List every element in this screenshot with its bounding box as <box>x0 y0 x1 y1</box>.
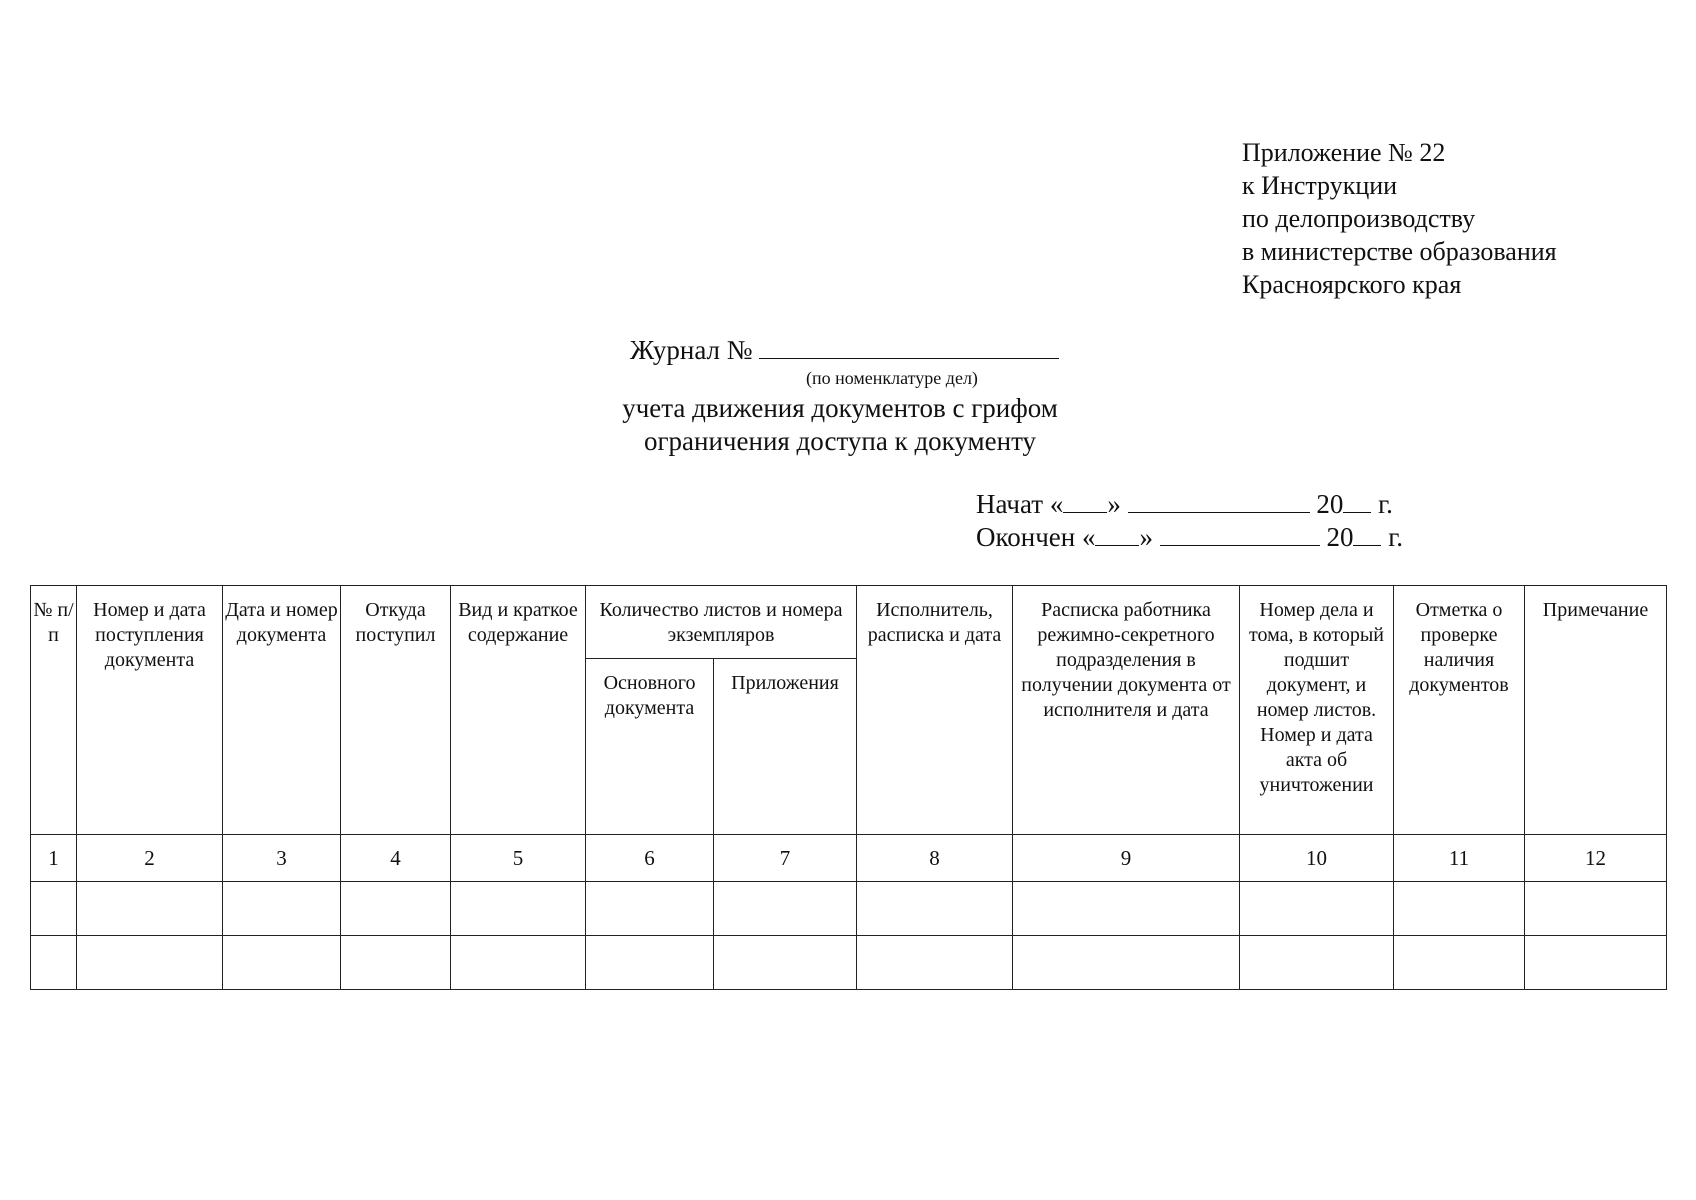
year-prefix: 20 <box>1316 489 1344 519</box>
column-number-cell: 8 <box>857 835 1013 882</box>
column-number-row <box>31 835 1667 882</box>
header-cell: Откуда поступил <box>341 586 451 835</box>
table-cell <box>586 936 714 990</box>
journal-dates <box>976 488 1403 554</box>
column-number-cell: 2 <box>77 835 223 882</box>
header-cell: Вид и краткое содержание <box>451 586 586 835</box>
journal-title <box>630 334 1059 366</box>
column-number-cell: 4 <box>341 835 451 882</box>
table-cell <box>77 936 223 990</box>
column-number-cell: 11 <box>1394 835 1525 882</box>
column-number-cell: 12 <box>1525 835 1667 882</box>
column-number-cell: 6 <box>586 835 714 882</box>
appendix-line: в министерстве образования <box>1242 237 1557 266</box>
header-cell: Расписка работника режимно-секретного подразделения в получении документа от исполнителя и дата <box>1013 586 1240 835</box>
ended-line <box>976 521 1403 554</box>
table-cell <box>1240 882 1394 936</box>
header-cell: Примечание <box>1525 586 1667 835</box>
quote-close: » <box>1107 489 1121 519</box>
table-cell <box>223 882 341 936</box>
header-cell: № п/п <box>31 586 77 835</box>
journal-table <box>30 585 1667 990</box>
month-field <box>1160 521 1320 546</box>
table-cell <box>31 882 77 936</box>
table-cell <box>714 882 857 936</box>
column-number-cell: 1 <box>31 835 77 882</box>
appendix-block <box>1242 136 1557 301</box>
table-cell <box>1394 882 1525 936</box>
column-number-cell: 9 <box>1013 835 1240 882</box>
table-cell <box>1394 936 1525 990</box>
started-line <box>976 488 1403 521</box>
day-field <box>1095 521 1139 546</box>
table-cell <box>451 882 586 936</box>
table-cell <box>451 936 586 990</box>
header-cell: Дата и номер документа <box>223 586 341 835</box>
year-suffix: г. <box>1388 522 1403 552</box>
table-cell <box>31 936 77 990</box>
table-cell <box>341 882 451 936</box>
journal-title-label: Журнал № <box>630 335 753 365</box>
year-suffix: г. <box>1378 489 1393 519</box>
year-prefix: 20 <box>1326 522 1354 552</box>
table-row <box>31 882 1667 936</box>
header-cell: Приложения <box>714 659 857 835</box>
column-number-cell: 10 <box>1240 835 1394 882</box>
appendix-line: Приложение № 22 <box>1242 138 1446 167</box>
started-label: Начат « <box>976 489 1064 519</box>
column-number-cell: 3 <box>223 835 341 882</box>
column-number-cell: 7 <box>714 835 857 882</box>
table-cell <box>77 882 223 936</box>
header-group-cell: Количество листов и номера экземпляров <box>586 586 857 659</box>
journal-number-field <box>759 334 1059 359</box>
day-field <box>1063 488 1107 513</box>
year-field <box>1343 488 1371 513</box>
table-cell <box>341 936 451 990</box>
column-number-cell: 5 <box>451 835 586 882</box>
appendix-line: к Инструкции <box>1242 171 1398 200</box>
journal-subtitle <box>560 392 1120 458</box>
appendix-line: Красноярского края <box>1242 270 1462 299</box>
table-header-row <box>31 586 1667 659</box>
quote-close: » <box>1139 522 1153 552</box>
table-cell <box>1525 882 1667 936</box>
month-field <box>1128 488 1310 513</box>
table-cell <box>714 936 857 990</box>
year-field <box>1353 521 1381 546</box>
header-cell: Номер и дата поступления документа <box>77 586 223 835</box>
table-cell <box>1525 936 1667 990</box>
subtitle-line: учета движения документов с грифом <box>622 393 1058 423</box>
header-cell: Исполнитель, расписка и дата <box>857 586 1013 835</box>
header-cell: Номер дела и тома, в который подшит документ, и номер листов. Номер и дата акта об уничтожении <box>1240 586 1394 835</box>
table-cell <box>586 882 714 936</box>
table-cell <box>1240 936 1394 990</box>
ended-label: Окончен « <box>976 522 1096 552</box>
table-cell <box>223 936 341 990</box>
header-cell: Основного документа <box>586 659 714 835</box>
nomenclature-note: (по номенклатуре дел) <box>806 368 978 388</box>
header-cell: Отметка о проверке наличия документов <box>1394 586 1525 835</box>
table-cell <box>857 936 1013 990</box>
table-cell <box>857 882 1013 936</box>
subtitle-line: ограничения доступа к документу <box>643 426 1037 456</box>
table-cell <box>1013 882 1240 936</box>
table-cell <box>1013 936 1240 990</box>
table-row <box>31 936 1667 990</box>
appendix-line: по делопроизводству <box>1242 204 1476 233</box>
